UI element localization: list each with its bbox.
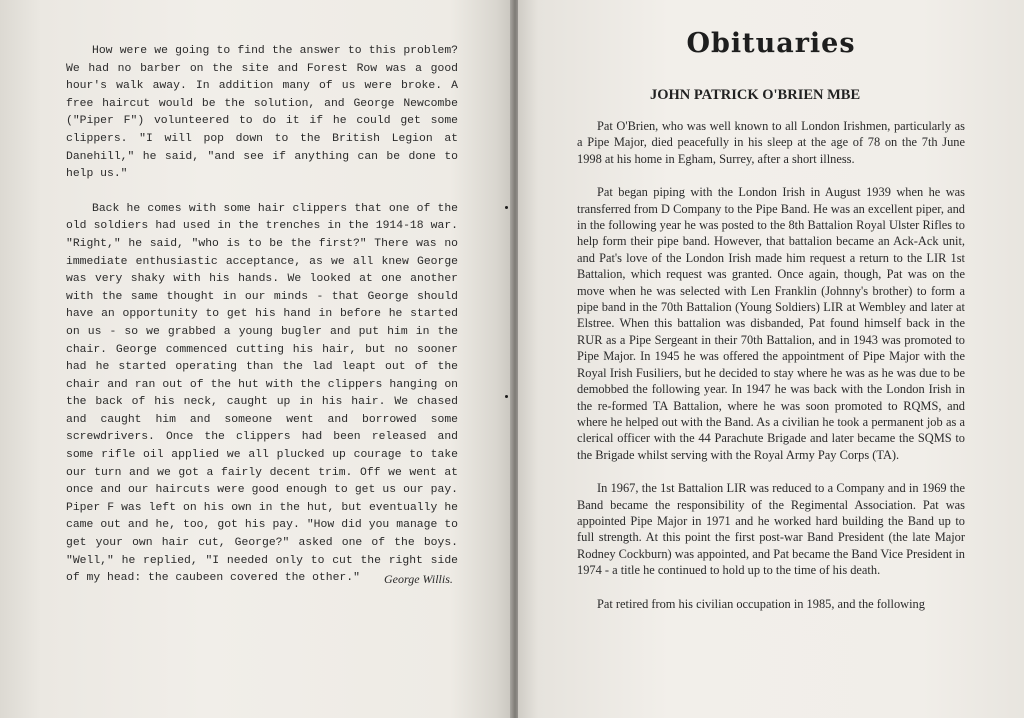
- memoir-paragraph: Back he comes with some hair clippers that one of the old soldiers had used in the trenches in the 1914-18 war. "Right," he said, "who is to be the first?" There was no immediate enthusiastic acceptance, as we all knew George was very shaky with his hands. We looked at one another with the same thought in our minds - that George should have an opportunity to get his hand in before he started on us - so we grabbed a young bugler and put him in the chair. George commenced cutting his hair, but no sooner had he started operating than the lad leapt out of the chair and ran out of the hut with the clippers hanging on the back of his neck, caught up in his hair. We chased and caught him and someone went and borrowed some screwdrivers. Once the clippers had been released and some rifle oil applied we all plucked up courage to take our turn and we got a fairly decent trim. Off we went at once and our haircuts were good enough to get us our pay. Piper F was left on his own in the hut, but eventually he came out and he, too, got his pay. "How did you manage to get your own hair cut, George?" asked one of the boys. "Well," he replied, "I needed only to cut the right side of my head: the caubeen covered the other.": [66, 202, 458, 585]
- obituary-paragraph: Pat began piping with the London Irish in August 1939 when he was transferred from D Company to the Pipe Band. He was an excellent piper, and in the following year he was posted to the 8th Battalion Royal Ulster Rifles to help form their pipe band. However, that battalion became an Ack-Ack unit, and Pat's love of the London Irish made him request a return to the LIR 1st Battalion, which request was granted. Once again, though, Pat was on the move when he was selected with Len Franklin (Johnny's brother) to form a pipe band in the 70th Battalion (Young Soldiers) LIR at Wembley and later at Elstree. When this battalion was disbanded, Pat found himself back in the RUR as a Pipe Sergeant in their 70th Battalion, and in 1943 was promoted to Pipe Major. In 1945 he was offered the appointment of Pipe Major with the Royal Irish Fusiliers, but he decided to stay where he was as he was due to be demobbed the following year. In 1947 he was back with the London Irish in the re-formed TA Battalion, where he was soon promoted to RQMS, and where he helped out with the Band. As a civilian he took a permanent job as a clerical officer with the 44 Parachute Brigade and later became the SQMS to the Brigade whilst serving with the Royal Army Pay Corps (TA).: [577, 185, 965, 462]
- memoir-text: [66, 43, 458, 605]
- obituary-paragraph: In 1967, the 1st Battalion LIR was reduced to a Company and in 1969 the Band became the responsibility of the Regimental Association. Pat was appointed Pipe Major in 1971 and he worked hard building the Band up to full strength. At this point the first post-war Band President (the late Major Rodney Cockburn) was appointed, and Pat became the Band Vice President in 1974 - a title he continued to hold up to the time of his death.: [577, 481, 965, 578]
- memoir-paragraph: How were we going to find the answer to this problem? We had no barber on the site and Forest Row was a good hour's walk away. In addition many of us were broke. A free haircut would be the solution, and George Newcombe ("Piper F") volunteered to do it if he could get some clippers. "I will pop down to the British Legion at Danehill," he said, "and see if anything can be done to help us.": [66, 45, 458, 181]
- binding-mark: [505, 206, 508, 209]
- author-signature: George Willis.: [384, 572, 453, 586]
- obituary-name: JOHN PATRICK O'BRIEN MBE: [650, 87, 861, 103]
- section-heading: Obituaries: [686, 28, 856, 59]
- obituary-text: [577, 118, 965, 612]
- obituary-paragraph: Pat O'Brien, who was well known to all London Irishmen, particularly as a Pipe Major, died peacefully in his sleep at the age of 78 on the 7th June 1998 at his home in Egham, Surrey, after a short illness.: [577, 119, 965, 166]
- obituary-paragraph: Pat retired from his civilian occupation in 1985, and the following: [597, 596, 925, 611]
- binding-mark: [505, 395, 508, 398]
